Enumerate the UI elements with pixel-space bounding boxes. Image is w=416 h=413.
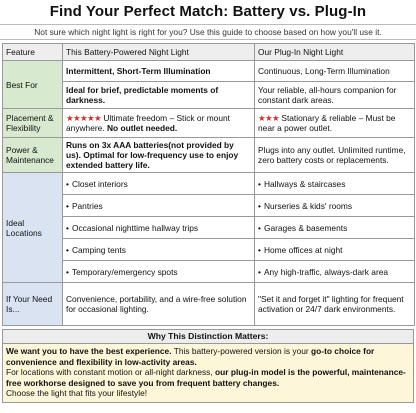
list-item: • Temporary/emergency spots [63,261,255,283]
why-heading: Why This Distinction Matters: [2,329,414,344]
table-row [3,82,415,109]
table-row [3,109,415,138]
list-item: • Garages & basements [255,217,415,239]
battery-best-for-main: Intermittent, Short-Term Illumination [63,61,255,82]
why-p1-bold2: go-to choice for convenience and flexibility in low-activity areas. [6,346,375,367]
table-row [3,261,415,283]
why-p2-text: For locations with constant motion or all-night darkness, [6,367,216,377]
list-item: • Pantries [63,195,255,217]
plugin-placement-text: Stationary & reliable – Must be near a power outlet. [258,113,396,133]
page-title: Find Your Perfect Match: Battery vs. Plug-In [49,3,367,20]
plugin-placement [255,109,415,138]
table-row [3,61,415,82]
list-item: • Closet interiors [63,173,255,195]
list-item: • Any high-traffic, always-dark area [255,261,415,283]
plugin-power: Plugs into any outlet. Unlimited runtime, zero battery costs or replacements. [255,138,415,173]
table-row [3,173,415,195]
battery-power: Runs on 3x AAA batteries(not provided by us). Optimal for low-frequency use to enjoy extended battery life. [63,138,255,173]
battery-need: Convenience, portability, and a wire-free solution for occasional lighting. [63,283,255,326]
table-row [3,138,415,173]
row-label-locations: Ideal Locations [3,173,63,283]
page-subtitle: Not sure which night light is right for you? Use this guide to choose based on how you'll use it. [0,24,416,40]
battery-best-for-desc: Ideal for brief, predictable moments of darkness. [63,82,255,109]
column-header-feature: Feature [3,44,63,61]
column-header-plugin: Our Plug-In Night Light [255,44,415,61]
why-p2-bold: our plug-in model is the powerful, maintenance-free workhorse designed to save you from frequent battery changes. [6,367,406,388]
table-row [3,283,415,326]
list-item: • Nurseries & kids' rooms [255,195,415,217]
plugin-best-for-desc: Your reliable, all-hours companion for constant dark areas. [255,82,415,109]
battery-placement-text: Ultimate freedom – Stick or mount anywhere. [66,113,230,133]
table-row [3,217,415,239]
table-header-row [3,44,415,61]
battery-placement-bold: No outlet needed. [106,123,178,133]
why-paragraph-2 [6,367,410,388]
list-item: • Hallways & staircases [255,173,415,195]
row-label-best-for: Best For [3,61,63,109]
why-paragraph-1 [6,346,410,367]
why-p1-text: This battery-powered version is your [171,346,312,356]
table-row [3,239,415,261]
column-header-battery: This Battery-Powered Night Light [63,44,255,61]
list-item: • Occasional nighttime hallway trips [63,217,255,239]
table-row [3,195,415,217]
plugin-need: "Set it and forget it" lighting for frequent activation or 24/7 dark environments. [255,283,415,326]
row-label-need: If Your Need Is... [3,283,63,326]
why-section [2,344,414,403]
star-rating: ★★★★★ [66,113,102,123]
star-rating: ★★★ [258,113,280,123]
list-item: • Home offices at night [255,239,415,261]
comparison-table [2,43,415,326]
why-p1-bold: We want you to have the best experience. [6,346,172,356]
plugin-best-for-main: Continuous, Long-Term Illumination [255,61,415,82]
row-label-power: Power & Maintenance [3,138,63,173]
battery-placement [63,109,255,138]
why-paragraph-3: Choose the light that fits your lifestyle! [6,388,148,398]
list-item: • Camping tents [63,239,255,261]
row-label-placement: Placement & Flexibility [3,109,63,138]
